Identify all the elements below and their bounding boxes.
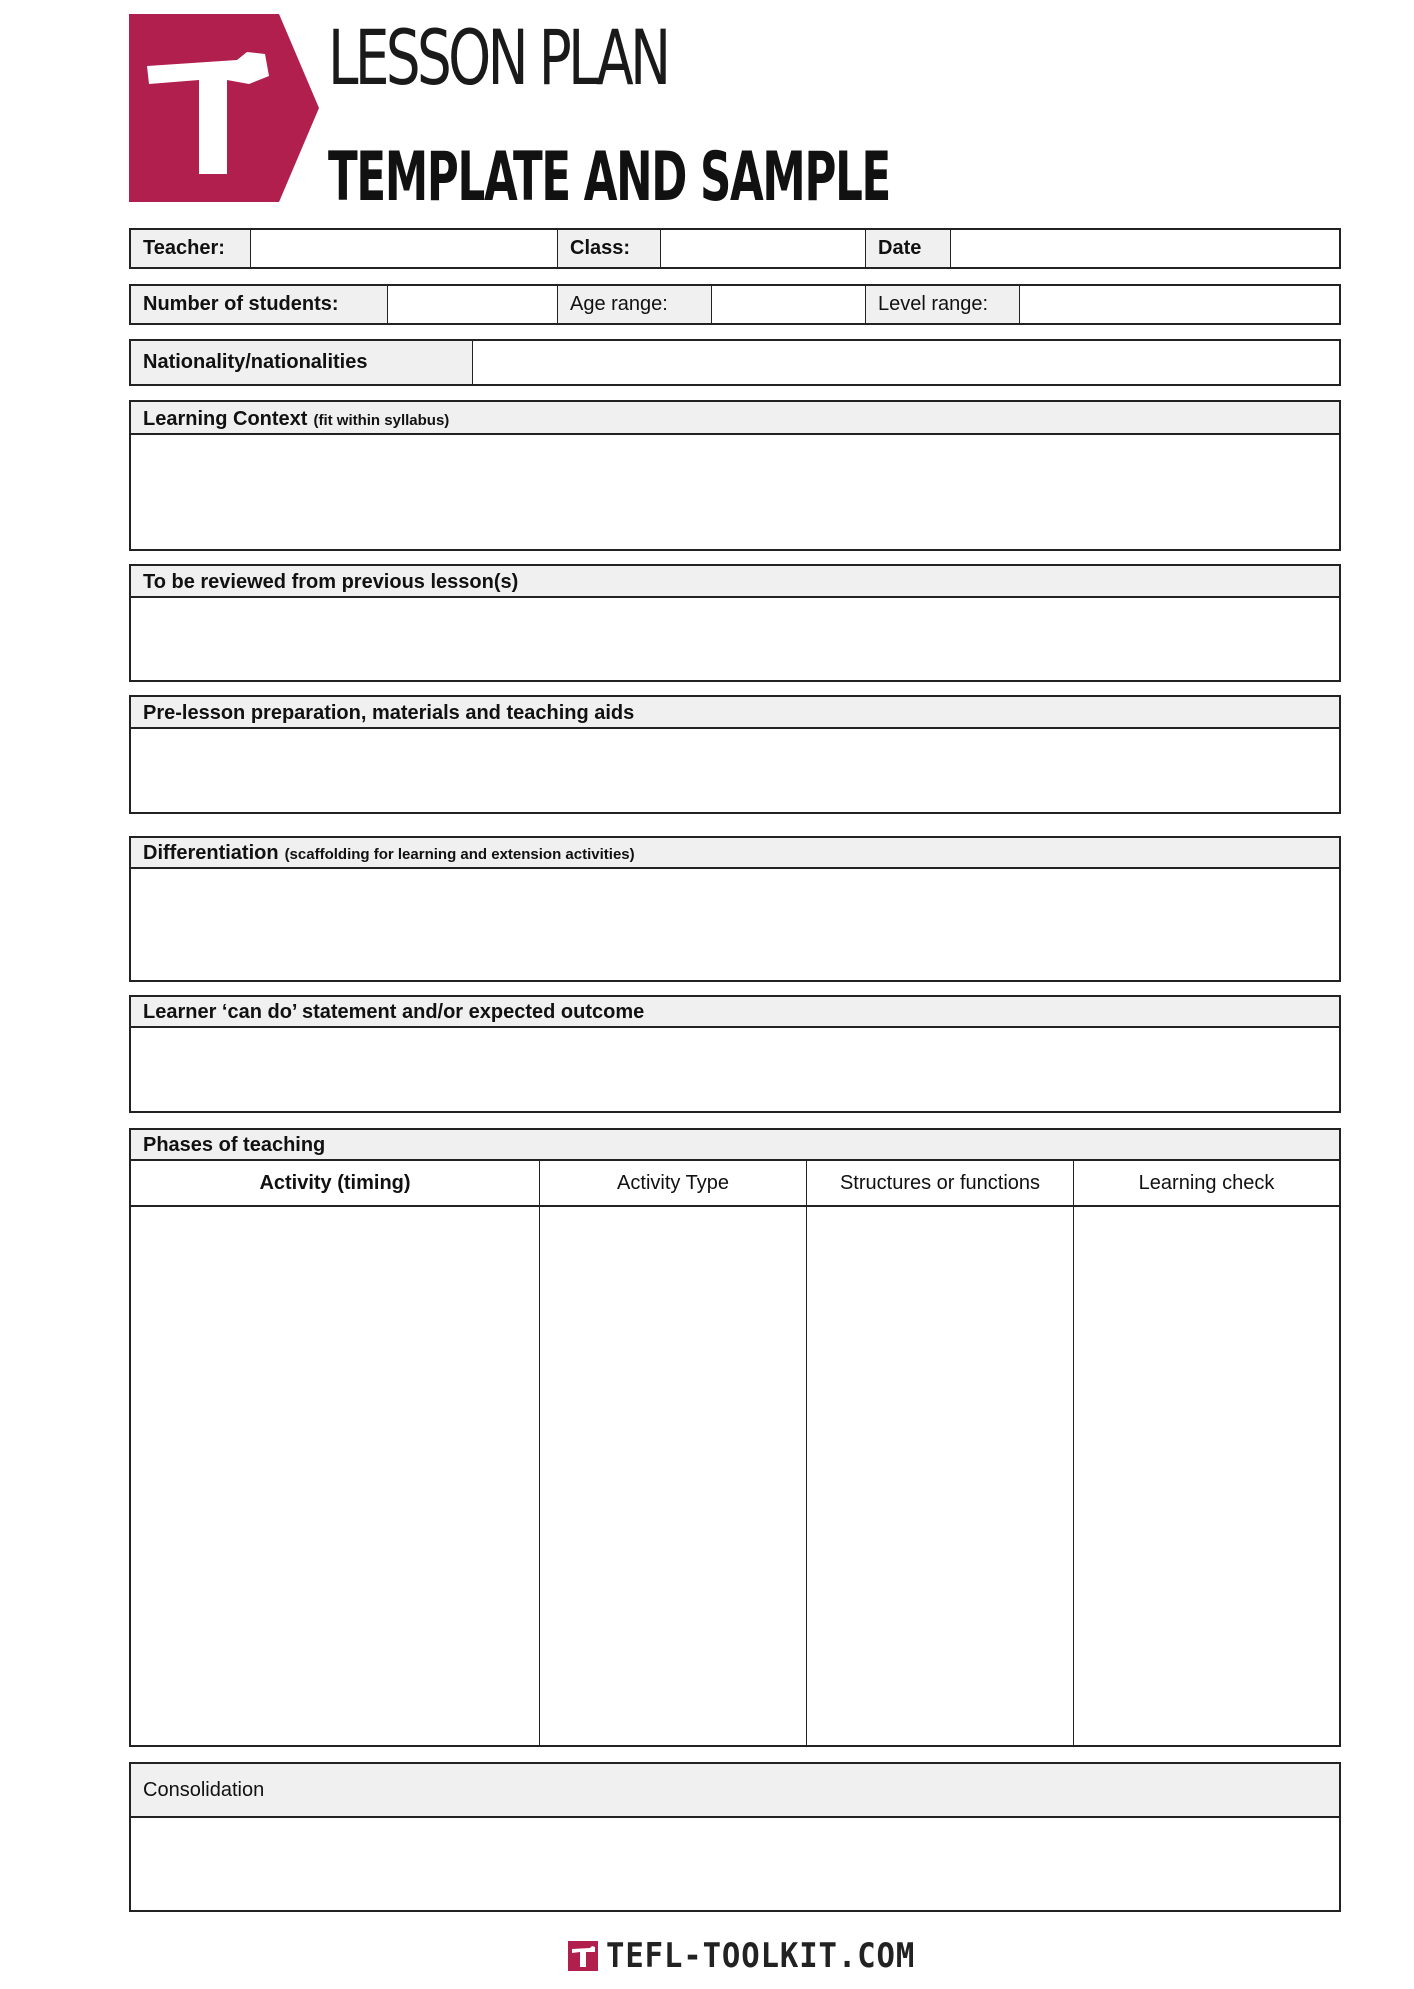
nationality-field[interactable] bbox=[473, 341, 1339, 384]
phases-label: Phases of teaching bbox=[143, 1134, 326, 1156]
differentiation-section bbox=[129, 836, 1341, 982]
title-template-and-sample: TEMPLATE AND SAMPLE bbox=[328, 138, 890, 217]
consolidation-section bbox=[129, 1762, 1341, 1912]
preparation-field[interactable] bbox=[131, 729, 1339, 812]
can-do-section bbox=[129, 995, 1341, 1113]
footer bbox=[568, 1934, 950, 1978]
class-field[interactable] bbox=[661, 230, 866, 267]
activity-timing-field[interactable] bbox=[131, 1207, 540, 1745]
learning-context-field[interactable] bbox=[131, 435, 1339, 549]
teacher-class-date-row bbox=[129, 228, 1341, 269]
learning-context-header bbox=[131, 402, 1339, 435]
structures-functions-field[interactable] bbox=[807, 1207, 1074, 1745]
column-activity-timing: Activity (timing) bbox=[131, 1161, 540, 1205]
age-range-field[interactable] bbox=[712, 286, 866, 323]
column-structures-functions: Structures or functions bbox=[807, 1161, 1074, 1205]
number-of-students-field[interactable] bbox=[388, 286, 558, 323]
teacher-label: Teacher: bbox=[131, 230, 251, 267]
class-label: Class: bbox=[558, 230, 661, 267]
teacher-field[interactable] bbox=[251, 230, 558, 267]
can-do-label: Learner ‘can do’ statement and/or expected outcome bbox=[143, 1001, 645, 1023]
consolidation-header bbox=[131, 1764, 1339, 1818]
can-do-header bbox=[131, 997, 1339, 1028]
nationality-label: Nationality/nationalities bbox=[131, 341, 473, 384]
learning-context-note: (fit within syllabus) bbox=[313, 412, 450, 429]
phases-body bbox=[131, 1207, 1339, 1745]
consolidation-field[interactable] bbox=[131, 1818, 1339, 1910]
activity-type-field[interactable] bbox=[540, 1207, 807, 1745]
title-lesson-plan: LESSON PLAN bbox=[328, 13, 668, 102]
level-range-field[interactable] bbox=[1020, 286, 1339, 323]
phases-section bbox=[129, 1128, 1341, 1747]
footer-site[interactable]: TEFL-TOOLKIT.COM bbox=[606, 1936, 916, 1976]
learning-context-label: Learning Context bbox=[143, 408, 308, 430]
nationality-row bbox=[129, 339, 1341, 386]
age-range-label: Age range: bbox=[558, 286, 712, 323]
reviewed-label: To be reviewed from previous lesson(s) bbox=[143, 571, 519, 593]
tefl-toolkit-logo bbox=[129, 14, 319, 202]
consolidation-label: Consolidation bbox=[143, 1778, 265, 1801]
differentiation-header bbox=[131, 838, 1339, 869]
phases-column-headers bbox=[131, 1161, 1339, 1207]
differentiation-note: (scaffolding for learning and extension activities) bbox=[284, 846, 635, 863]
preparation-header bbox=[131, 697, 1339, 729]
reviewed-header bbox=[131, 566, 1339, 598]
level-range-label: Level range: bbox=[866, 286, 1020, 323]
preparation-section bbox=[129, 695, 1341, 814]
differentiation-field[interactable] bbox=[131, 869, 1339, 980]
students-age-level-row bbox=[129, 284, 1341, 325]
reviewed-section bbox=[129, 564, 1341, 682]
column-activity-type: Activity Type bbox=[540, 1161, 807, 1205]
number-of-students-label: Number of students: bbox=[131, 286, 388, 323]
column-learning-check: Learning check bbox=[1138, 1171, 1275, 1194]
reviewed-field[interactable] bbox=[131, 598, 1339, 680]
date-label: Date bbox=[866, 230, 951, 267]
learning-check-field[interactable] bbox=[1074, 1207, 1339, 1745]
can-do-field[interactable] bbox=[131, 1028, 1339, 1111]
differentiation-label: Differentiation bbox=[143, 842, 279, 864]
preparation-label: Pre-lesson preparation, materials and teaching aids bbox=[143, 702, 635, 724]
phases-header bbox=[131, 1130, 1339, 1161]
tefl-toolkit-small-logo-icon bbox=[568, 1941, 598, 1971]
learning-context-section bbox=[129, 400, 1341, 551]
date-field[interactable] bbox=[951, 230, 1339, 267]
